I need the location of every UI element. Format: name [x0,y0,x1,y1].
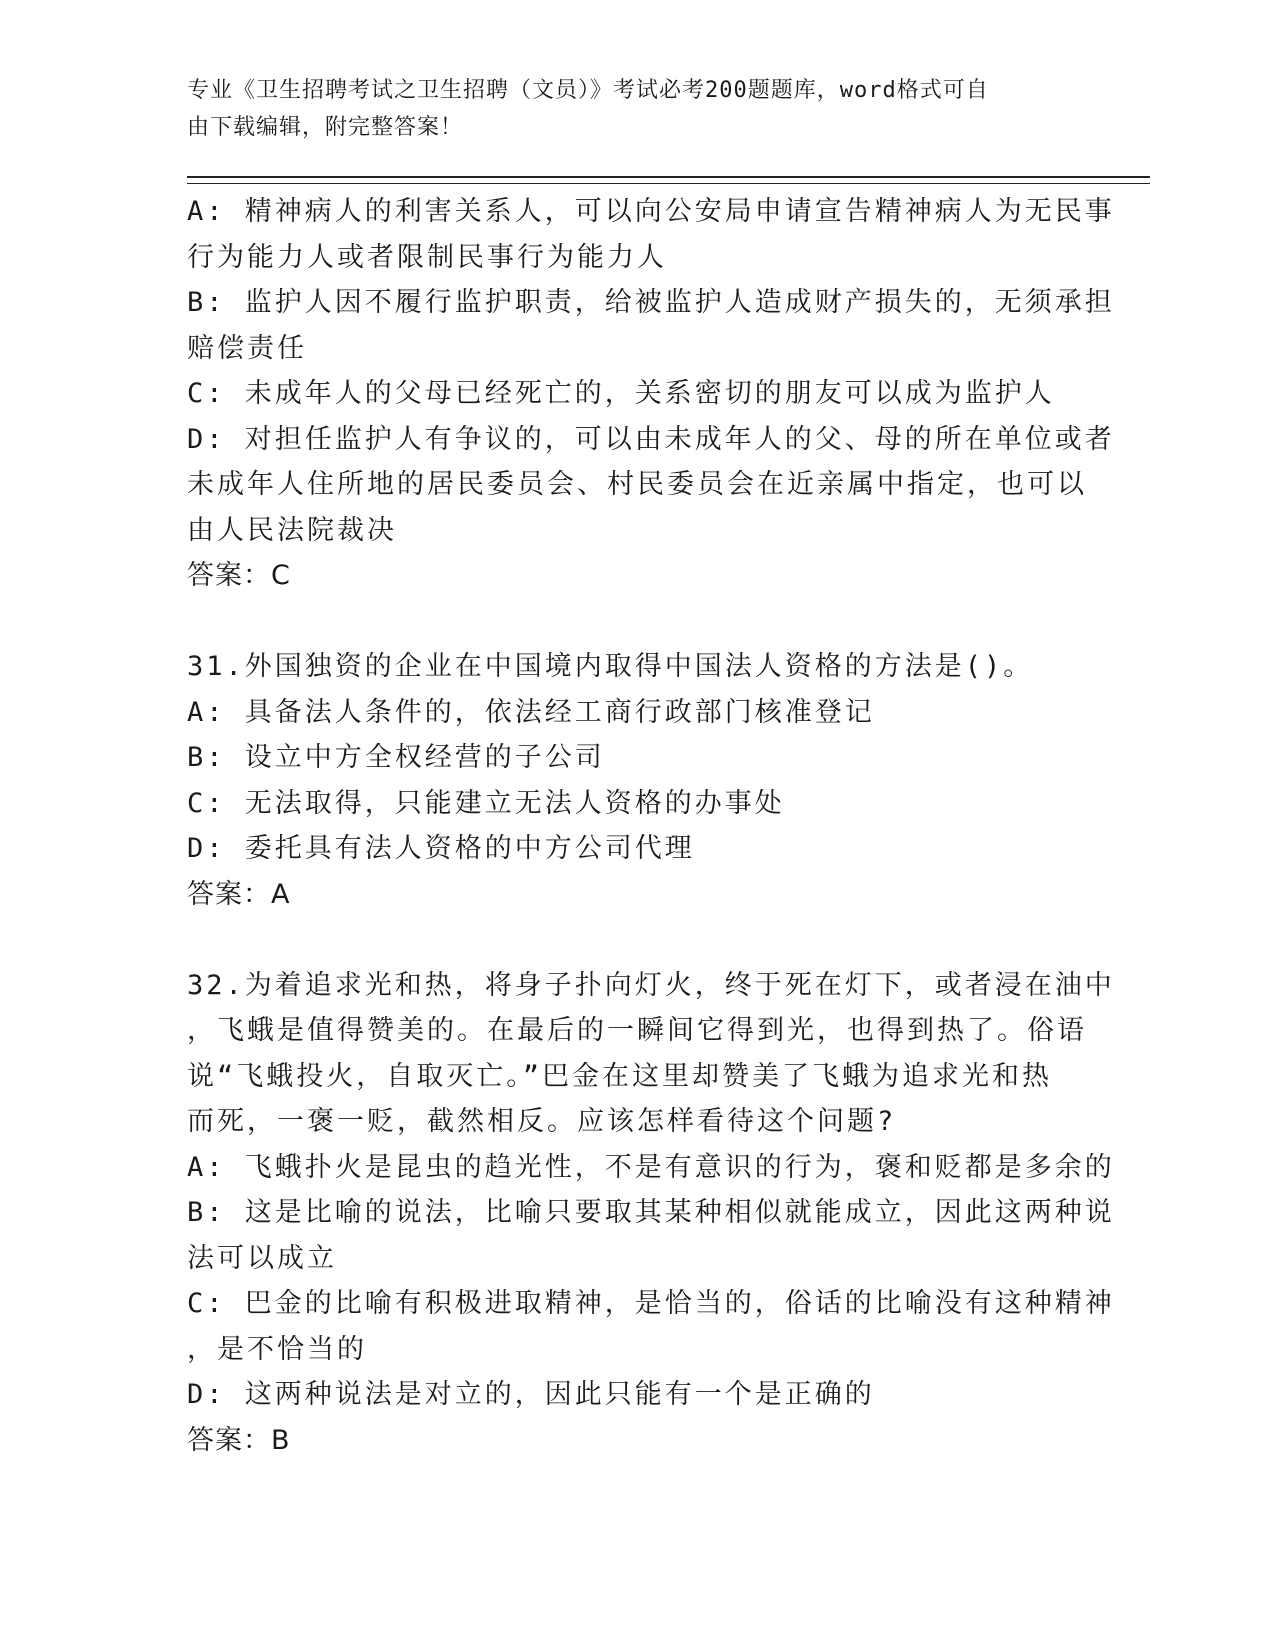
header-line-2: 由下载编辑，附完整答案！ [187,115,464,140]
option-d-line: 由人民法院裁决 [187,514,397,546]
document-header [187,72,1067,146]
answer-line: 答案：C [187,560,291,591]
header-line-1: 专业《卫生招聘考试之卫生招聘（文员）》考试必考200题题库，word格式可自 [187,78,989,103]
option-c-line: C: 未成年人的父母已经死亡的，关系密切的朋友可以成为监护人 [187,378,1055,409]
option-d-line: D: 对担任监护人有争议的，可以由未成年人的父、母的所在单位或者 [187,423,1115,455]
option-b-line: B: 监护人因不履行监护职责，给被监护人造成财产损失的，无须承担 [187,287,1115,318]
option-a-line: 行为能力人或者限制民事行为能力人 [187,241,667,273]
option-a-line: A: 具备法人条件的，依法经工商行政部门核准登记 [187,696,875,728]
option-b-line: B: 这是比喻的说法，比喻只要取其某种相似就能成立，因此这两种说 [187,1197,1115,1228]
answer-line: 答案：B [187,1424,291,1456]
option-c-line: ，是不恰当的 [187,1333,367,1365]
option-c-line: C: 无法取得，只能建立无法人资格的办事处 [187,787,785,819]
question-30 [187,189,1115,599]
question-stem: 31.外国独资的企业在中国境内取得中国法人资格的方法是()。 [187,651,1034,682]
option-d-line: 未成年人住所地的居民委员会、村民委员会在近亲属中指定，也可以 [187,469,1087,500]
option-b-line: 赔偿责任 [187,332,307,364]
question-spacer [187,917,1087,963]
answer-line: 答案：A [187,878,291,910]
question-32 [187,963,1115,1464]
header-divider-thick [187,176,1150,178]
option-b-line: 法可以成立 [187,1242,337,1274]
question-stem: ，飞蛾是值得赞美的。在最后的一瞬间它得到光，也得到热了。俗语 [187,1015,1087,1046]
header-divider-thin [187,183,1150,184]
document-body [187,189,1115,1463]
option-a-line: A: 精神病人的利害关系人，可以向公安局申请宣告精神病人为无民事 [187,196,1115,227]
question-stem: 而死，一褒一贬，截然相反。应该怎样看待这个问题? [187,1106,897,1137]
question-31 [187,644,1087,917]
option-d-line: D: 委托具有法人资格的中方公司代理 [187,833,695,864]
option-c-line: C: 巴金的比喻有积极进取精神，是恰当的，俗话的比喻没有这种精神 [187,1288,1115,1319]
option-b-line: B: 设立中方全权经营的子公司 [187,742,605,773]
option-a-line: A: 飞蛾扑火是昆虫的趋光性，不是有意识的行为，褒和贬都是多余的 [187,1151,1115,1183]
option-d-line: D: 这两种说法是对立的，因此只能有一个是正确的 [187,1379,875,1410]
question-stem: 32.为着追求光和热，将身子扑向灯火，终于死在灯下，或者浸在油中 [187,969,1115,1001]
question-stem: 说“飞蛾投火，自取灭亡。”巴金在这里却赞美了飞蛾为追求光和热 [187,1060,1053,1092]
question-spacer [187,599,1087,645]
